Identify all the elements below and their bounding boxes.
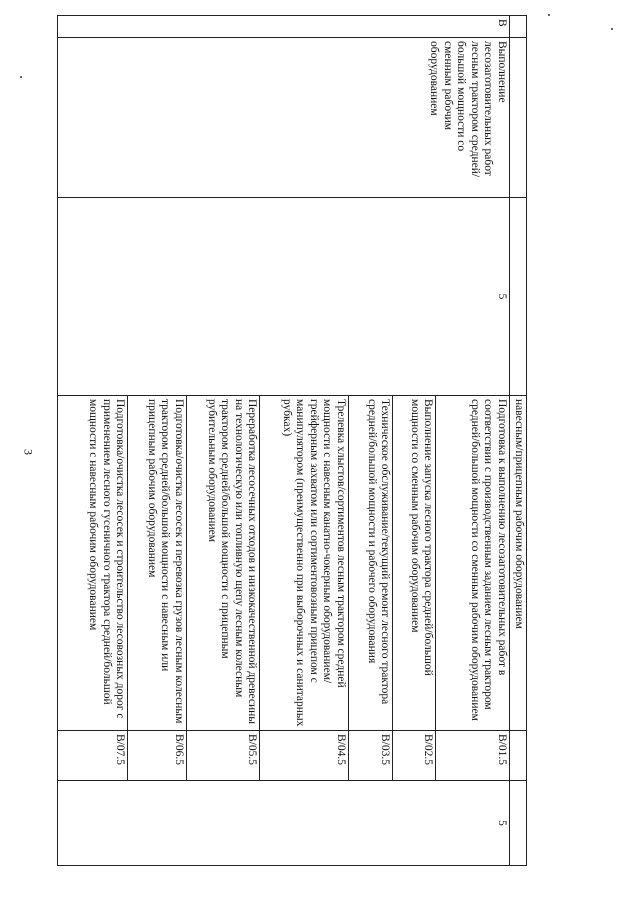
table-cell <box>509 38 526 198</box>
group-code: В <box>58 16 510 38</box>
function-code: В/03.5 <box>348 731 392 781</box>
continuation-text: навесным/прицепным рабочим оборудованием <box>509 396 526 731</box>
table-cell <box>509 16 526 38</box>
qualification-level: 5 <box>58 781 510 866</box>
rotated-sheet <box>57 15 527 865</box>
function-name: Подготовка к выполнению лесозаготовительных работ в соответствии с производственным заданием лесным трактором средней/большой мощности со сменным рабочим оборудованием <box>436 396 509 731</box>
scan-speck <box>20 76 22 78</box>
group-level: 5 <box>58 198 510 396</box>
function-name: Трелевка хлыстов/сортиментов лесным трактором средней мощности с навесным канатно-чокерным оборудованием/ грейферным захватом или сортиментовозным прицепом с манипулятором (преимущественно при выборочных и санитарных рубках) <box>260 396 349 731</box>
group-name: Выполнение лесозаготовительных работ лесным трактором средней/большой мощности со сменным рабочим оборудованием <box>58 38 510 198</box>
table-cell <box>509 781 526 866</box>
function-name: Выполнение запуска лесного трактора средней/большой мощности со сменным рабочим оборудованием <box>393 396 436 731</box>
continuation-row <box>509 16 526 866</box>
scan-speck <box>548 14 550 16</box>
function-name: Переработка лесосечных отходов и низкокачественной древесины на технологическую или топливную щепу лесным колесным трактором средней/большой мощности с прицепным рубительным оборудованием <box>186 396 259 731</box>
function-name: Подготовка/очистка лесосек и перевозка грузов лесным колесным трактором средней/большой мощности с навесным или прицепным рабочим оборудованием <box>128 396 186 731</box>
function-name: Техническое обслуживание/текущий ремонт лесного трактора средней/большой мощности и рабочего оборудования <box>348 396 392 731</box>
function-name: Подготовка/очистка лесосек и строительство лесовозных дорог с применением лесного гусеничного трактора средней/большой мощности с навесным рабочим оборудованием <box>58 396 128 731</box>
table-cell <box>509 731 526 781</box>
function-code: В/06.5 <box>128 731 186 781</box>
function-code: В/02.5 <box>393 731 436 781</box>
function-code: В/07.5 <box>58 731 128 781</box>
scan-speck <box>611 28 613 30</box>
function-code: В/01.5 <box>436 731 509 781</box>
table-row <box>436 16 509 866</box>
function-code: В/05.5 <box>186 731 259 781</box>
page-number: 3 <box>21 449 36 455</box>
table-cell <box>509 198 526 396</box>
functions-table <box>57 15 527 866</box>
function-code: В/04.5 <box>260 731 349 781</box>
